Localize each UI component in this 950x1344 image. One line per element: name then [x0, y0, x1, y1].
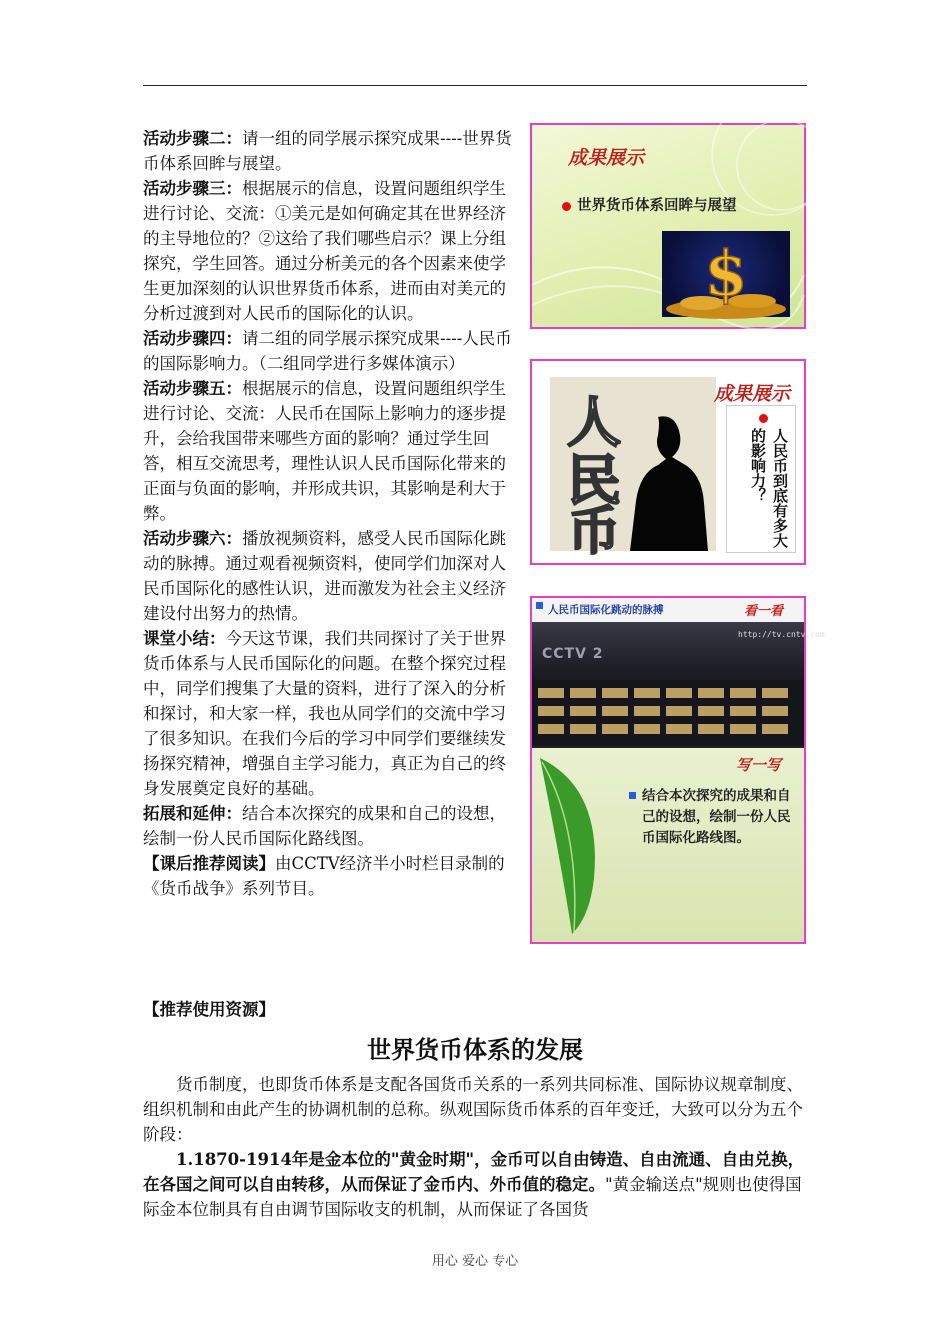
slide-rmb-influence — [530, 359, 806, 565]
header-rule — [143, 85, 807, 86]
slide-world-currency — [530, 123, 806, 329]
slide-badge: 成果展示 — [714, 383, 791, 405]
write-task-text: 结合本次探究的成果和自己的设想，绘制一份人民币国际化路线图。 — [642, 788, 791, 846]
class-summary — [143, 626, 519, 801]
svg-text:$: $ — [704, 237, 748, 310]
paragraph-rest: "黄金输送点"规则也使得国际金本位制具有自由调节国际收支的机制，从而保证了各国货 — [143, 1175, 802, 1219]
paragraph — [143, 1147, 807, 1222]
step-text: 结合本次探究的成果和自己的设想，绘制一份人民币国际化路线图。 — [143, 804, 506, 848]
leaf-icon — [532, 748, 632, 942]
cctv-logo: CCTV 2 — [542, 646, 604, 662]
dollar-sign-icon — [662, 231, 790, 317]
bullet-dot-icon — [562, 202, 571, 211]
step-text: 请一组的同学展示探究成果----世界货币体系回眸与展望。 — [143, 129, 512, 173]
video-badge: 看一看 — [744, 604, 784, 619]
step-4 — [143, 326, 519, 376]
dollar-image — [662, 231, 790, 317]
video-title: 人民币国际化跳动的脉搏 — [548, 604, 664, 616]
video-panel — [532, 598, 825, 746]
step-text: 今天这节课，我们共同探讨了关于世界货币体系与人民币国际化的问题。在整个探究过程中，同学们搜集了大量的资料，进行了深入的分析和探讨，和大家一样，我也从同学们的交流中学习了很多知识。在我们今后的学习中同学们要继续发扬探究精神，增强自主学习能力，真正为自己的终身发展奠定良好的基础。 — [143, 629, 506, 798]
slide-bullet — [562, 194, 737, 215]
square-bullet-icon — [629, 792, 636, 799]
paragraph: 货币制度，也即货币体系是支配各国货币关系的一系列共同标准、国际协议规章制度、组织机制和由此产生的协调机制的总称。纵观国际货币体系的百年变迁，大致可以分为五个阶段： — [143, 1075, 803, 1144]
step-label: 【课后推荐阅读】 — [143, 854, 275, 873]
page-title: 世界货币体系的发展 — [367, 1035, 583, 1064]
step-label: 活动步骤五： — [143, 379, 242, 398]
slide-video-and-task — [530, 596, 825, 944]
rmb-poster-graphic — [550, 377, 716, 562]
activity-steps — [143, 126, 519, 901]
slide-bullet-text: 世界货币体系回眸与展望 — [577, 198, 737, 214]
step-label: 课堂小结： — [143, 629, 226, 648]
step-text: 播放视频资料，感受人民币国际化跳动的脉搏。通过观看视频资料，使同学们加深对人民币国际化的感性认识，进而激发为社会主义经济建设付出努力的热情。 — [143, 529, 506, 623]
video-frame — [532, 622, 825, 746]
vertical-question-box — [726, 405, 796, 553]
svg-text:币: 币 — [567, 501, 621, 562]
section-title: 【推荐使用资源】 — [143, 1000, 275, 1019]
building-windows-graphic — [532, 622, 804, 746]
step-label: 活动步骤二： — [143, 129, 242, 148]
recommended-reading — [143, 851, 519, 901]
step-2 — [143, 126, 519, 176]
square-bullet-icon — [536, 602, 543, 609]
video-header — [532, 598, 804, 622]
video-url: http://tv.cntv.com — [738, 630, 825, 639]
svg-text:人: 人 — [567, 390, 621, 454]
write-task-panel — [532, 748, 804, 942]
bold-phrase: 1.1870-1914年是金本位的"黄金时期"，金币可以自由铸造、自由流通、自由兑换，在各国之间可以自由转移，从而保证了金币内、外币值的稳定。 — [143, 1150, 805, 1194]
step-label: 活动步骤四： — [143, 329, 242, 348]
step-text: 由CCTV经济半小时栏目录制的《货币战争》系列节目。 — [143, 854, 505, 898]
body-content — [143, 1072, 807, 1222]
svg-text:民: 民 — [567, 448, 621, 512]
vertical-question-text: 人民币到底有多大的影响力？ — [749, 428, 789, 548]
slide-badge: 成果展示 — [568, 147, 645, 169]
step-5 — [143, 376, 519, 526]
extension — [143, 801, 519, 851]
step-text: 根据展示的信息，设置问题组织学生进行讨论、交流：①美元是如何确定其在世界经济的主导地位的？②这给了我们哪些启示？课上分组探究，学生回答。通过分析美元的各个因素来使学生更加深刻的认识世界货币体系，进而由对美元的分析过渡到对人民币的国际化的认识。 — [143, 179, 506, 323]
step-3 — [143, 176, 519, 326]
step-label: 活动步骤六： — [143, 529, 242, 548]
step-text: 根据展示的信息，设置问题组织学生进行讨论、交流：人民币在国际上影响力的逐步提升，会给我国带来哪些方面的影响？通过学生回答，相互交流思考，理性认识人民币国际化带来的正面与负面的影响，并形成共识，其影响是利大于弊。 — [143, 379, 506, 523]
step-label: 活动步骤三： — [143, 179, 242, 198]
step-6 — [143, 526, 519, 626]
step-label: 拓展和延伸： — [143, 804, 242, 823]
step-text: 请二组的同学展示探究成果----人民币的国际影响力。（二组同学进行多媒体演示） — [143, 329, 512, 373]
write-badge: 写一写 — [736, 756, 782, 774]
rmb-poster-image — [550, 377, 716, 562]
page-footer: 用心 爱心 专心 — [431, 1254, 519, 1269]
